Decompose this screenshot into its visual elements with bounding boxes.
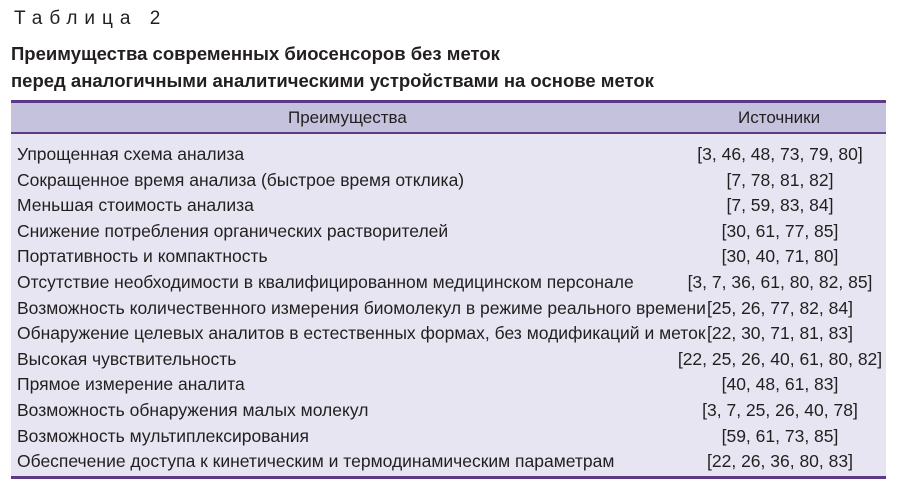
sources-cell: [30, 61, 77, 85] (721, 220, 839, 241)
table-header (11, 103, 886, 134)
advantage-cell: Отсутствие необходимости в квалифицированном медицинском персонале (17, 271, 634, 292)
table-row (11, 244, 886, 270)
advantage-cell: Меньшая стоимость анализа (17, 195, 254, 216)
advantage-cell: Высокая чувствительность (17, 348, 237, 369)
sources-cell: [22, 30, 71, 81, 83] (707, 323, 853, 344)
header-advantages: Преимущества (288, 108, 407, 127)
table-row (11, 219, 886, 245)
table-row (11, 142, 886, 168)
advantage-cell: Сокращенное время анализа (быстрое время отклика) (17, 169, 465, 190)
title-line-1: Преимущества современных биосенсоров без меток (11, 43, 500, 64)
table-label: Таблица 2 (14, 8, 168, 29)
advantage-cell: Обеспечение доступа к кинетическим и термодинамическим параметрам (17, 451, 615, 472)
title-line-2: перед аналогичными аналитическими устройствами на основе меток (11, 70, 654, 91)
advantage-cell: Упрощенная схема анализа (17, 144, 245, 164)
advantage-cell: Возможность количественного измерения биомолекул в режиме реального времени (17, 297, 706, 318)
advantage-cell: Портативность и компактность (17, 246, 268, 267)
table-row (11, 449, 886, 475)
table-row (11, 398, 886, 424)
advantage-cell: Снижение потребления органических растворителей (17, 220, 449, 241)
sources-cell: [25, 26, 77, 82, 84] (707, 297, 853, 318)
table-row (11, 296, 886, 322)
sources-cell: [40, 48, 61, 83] (721, 374, 839, 395)
table-row (11, 321, 886, 347)
sources-cell: [3, 7, 25, 26, 40, 78] (702, 399, 858, 420)
advantage-cell: Обнаружение целевых аналитов в естественных формах, без модификаций и меток (17, 323, 706, 344)
advantage-cell: Прямое измерение аналита (17, 374, 245, 395)
table-title (11, 40, 654, 94)
table-row (11, 193, 886, 219)
advantage-cell: Возможность мультиплексирования (17, 425, 310, 446)
table-row (11, 168, 886, 194)
sources-cell: [3, 46, 48, 73, 79, 80] (697, 144, 863, 164)
sources-cell: [30, 40, 71, 80] (721, 246, 839, 267)
sources-cell: [22, 26, 36, 80, 83] (707, 451, 853, 472)
table-row (11, 424, 886, 450)
header-sources: Источники (738, 108, 821, 127)
sources-cell: [59, 61, 73, 85] (721, 425, 839, 446)
sources-cell: [7, 78, 81, 82] (726, 169, 834, 190)
advantages-table (11, 100, 886, 479)
table-row (11, 270, 886, 296)
sources-cell: [22, 25, 26, 40, 61, 80, 82] (677, 348, 883, 369)
table-row (11, 372, 886, 398)
table-body (11, 142, 886, 475)
table-row (11, 347, 886, 373)
sources-cell: [7, 59, 83, 84] (726, 195, 834, 216)
sources-cell: [3, 7, 36, 61, 80, 82, 85] (687, 271, 873, 292)
advantage-cell: Возможность обнаружения малых молекул (17, 399, 369, 420)
